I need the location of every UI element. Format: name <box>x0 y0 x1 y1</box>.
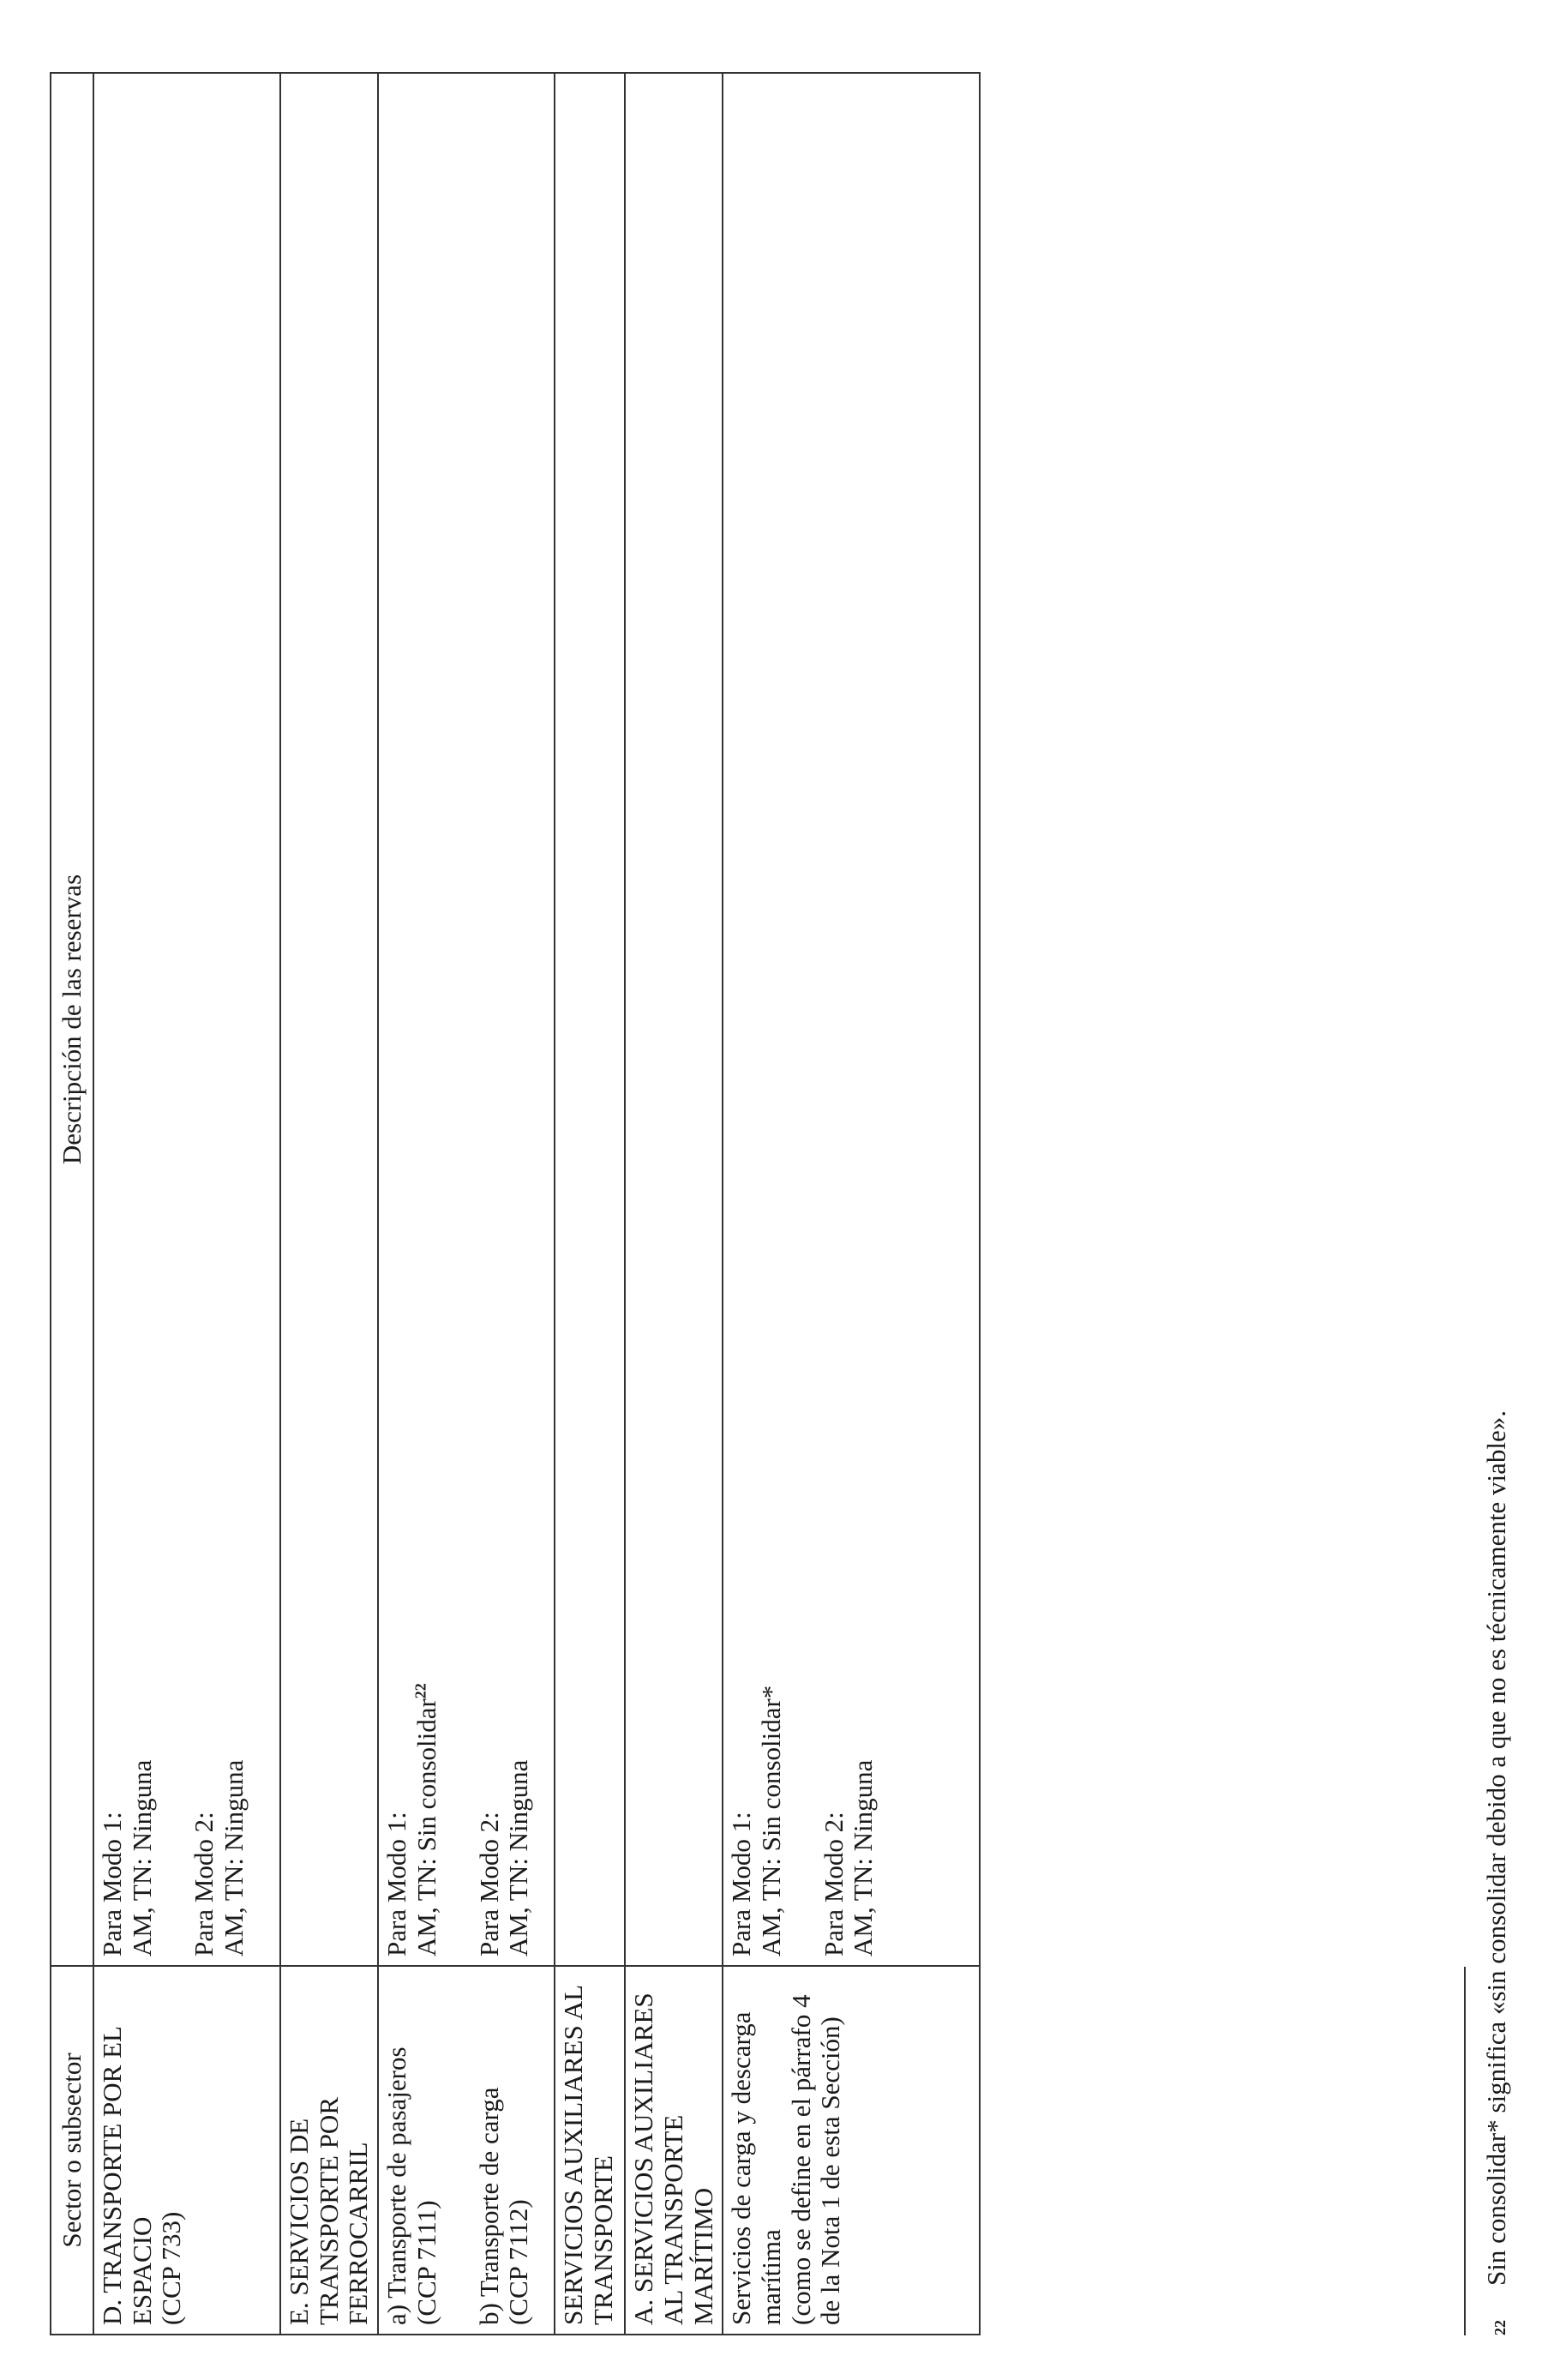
description-cell <box>93 73 280 1966</box>
sector-cell: Servicios de carga y descarga marítima (como se define en el párrafo 4 de la Nota 1 de esta Sección) <box>723 1966 980 2335</box>
mode1-value: AM, TN: Sin consolidar$^{22}$ <box>411 1683 441 1956</box>
table-row <box>555 73 625 2335</box>
footnote-ref[interactable]: 22 <box>411 1683 429 1699</box>
mode1-value: AM, TN: Sin consolidar* <box>756 1685 787 1956</box>
sector-cell: A. SERVICIOS AUXILIARES AL TRANSPORTE MARÍTIMO <box>625 1966 723 2335</box>
mode2-value: AM, TN: Ninguna <box>848 1759 879 1956</box>
sector-cell: E. SERVICIOS DE TRANSPORTE POR FERROCARRIL <box>280 1966 378 2335</box>
mode1-value: AM, TN: Ninguna <box>126 1759 157 1956</box>
mode1-label: Para Modo 1: <box>726 1812 757 1956</box>
mode1-label: Para Modo 1: <box>97 1812 127 1956</box>
sector-cell <box>378 1966 555 2335</box>
table-row <box>723 73 980 2335</box>
sector-cell: D. TRANSPORTE POR EL ESPACIO (CCP 733) <box>93 1966 280 2335</box>
mode2-label: Para Modo 2: <box>189 1812 219 1956</box>
description-cell <box>378 73 555 1966</box>
description-cell <box>280 73 378 1966</box>
reservations-table <box>50 72 981 2335</box>
description-cell <box>625 73 723 1966</box>
footnote <box>1481 106 1512 2335</box>
footnote-rule <box>1464 1967 1466 2335</box>
header-sector: Sector o subsector <box>51 1966 93 2335</box>
sector-b: b) Transporte de carga (CCP 7112) <box>473 2087 534 2325</box>
table-row <box>625 73 723 2335</box>
table-row <box>93 73 280 2335</box>
table-header-row <box>51 73 93 2335</box>
mode2-label: Para Modo 2: <box>818 1812 849 1956</box>
table-row <box>280 73 378 2335</box>
header-description: Descripción de las reservas <box>51 73 93 1966</box>
footnote-number: 22 <box>1491 2320 1509 2335</box>
description-cell <box>555 73 625 1966</box>
description-cell <box>723 73 980 1966</box>
table-row <box>378 73 555 2335</box>
sector-cell: SERVICIOS AUXILIARES AL TRANSPORTE <box>555 1966 625 2335</box>
mode2-value: AM, TN: Ninguna <box>219 1759 249 1956</box>
mode2-label: Para Modo 2: <box>473 1812 504 1956</box>
mode2-value: AM, TN: Ninguna <box>503 1759 534 1956</box>
sector-a: a) Transporte de pasajeros (CCP 7111) <box>381 2046 441 2325</box>
footnote-text: Sin consolidar* significa «sin consolidar debido a que no es técnicamente viable». <box>1481 1409 1511 2286</box>
mode1-label: Para Modo 1: <box>381 1812 412 1956</box>
